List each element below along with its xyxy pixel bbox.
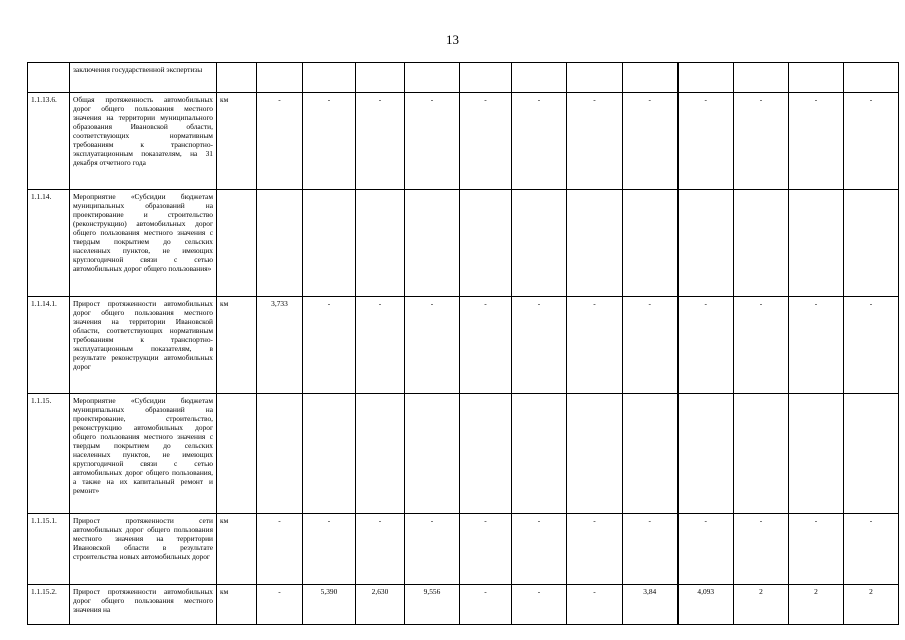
unit-cell: км [217,585,257,625]
value-cell: 2 [734,585,789,625]
table-row [28,514,899,585]
value-cell [460,190,512,297]
value-cell [512,63,567,93]
value-cell: - [405,93,460,190]
value-cell [460,394,512,514]
value-cell [356,63,405,93]
value-cell: - [678,297,734,394]
value-cell: - [567,297,623,394]
value-cell: - [734,297,789,394]
value-cell: - [678,93,734,190]
value-cell: - [356,93,405,190]
value-cell [844,394,899,514]
value-cell: - [460,297,512,394]
value-cell: - [257,93,303,190]
value-cell: - [356,514,405,585]
value-cell: - [405,514,460,585]
value-cell [844,63,899,93]
indicator-name: Общая протяженность автомобильных дорог общего пользования местного значения на территории муниципального образования Ивановской области, соответствующих нормативным требованиям к транспортно-эксплуатационным показателям, на 31 декабря отчетного года [70,93,217,190]
value-cell: - [257,514,303,585]
table-row [28,93,899,190]
value-cell: 3,84 [623,585,678,625]
value-cell [512,394,567,514]
value-cell: - [734,514,789,585]
value-cell [356,190,405,297]
value-cell [567,63,623,93]
value-cell: 3,733 [257,297,303,394]
indicator-name: Мероприятие «Субсидии бюджетам муниципальных образований на проектирование и строительство (реконструкцию) автомобильных дорог общего пользования местного значения с твердым покрытием до сельских населенных пунктов, не имеющих круглогодичной связи с сетью автомобильных дорог общего пользования» [70,190,217,297]
value-cell [678,190,734,297]
table-row [28,394,899,514]
indicator-name: Мероприятие «Субсидии бюджетам муниципальных образований на проектирование, строительство, реконструкцию автомобильных дорог общего пользования местного значения с твердым покрытием до сельских населенных пунктов, не имеющих круглогодичной связи с сетью автомобильных дорог общего пользования, а также на их капитальный ремонт и ремонт» [70,394,217,514]
value-cell [734,63,789,93]
value-cell [678,394,734,514]
value-cell: - [844,297,899,394]
value-cell: - [356,297,405,394]
value-cell: - [678,514,734,585]
row-number: 1.1.15.2. [28,585,70,625]
value-cell [734,394,789,514]
value-cell [405,394,460,514]
row-number: 1.1.15. [28,394,70,514]
value-cell [789,394,844,514]
table-row [28,190,899,297]
value-cell: - [512,93,567,190]
value-cell: - [844,514,899,585]
value-cell [789,63,844,93]
value-cell [303,394,356,514]
table-row [28,63,899,93]
value-cell [460,63,512,93]
unit-cell: км [217,297,257,394]
value-cell: - [512,297,567,394]
value-cell [623,190,678,297]
value-cell [567,394,623,514]
value-cell [567,190,623,297]
value-cell: - [512,585,567,625]
value-cell: - [567,585,623,625]
value-cell: - [623,93,678,190]
indicator-name: Прирост протяженности сети автомобильных дорог общего пользования местного значения на территории Ивановской области в результате строительства новых автомобильных дорог [70,514,217,585]
value-cell: - [789,514,844,585]
value-cell: - [623,297,678,394]
unit-cell [217,394,257,514]
indicator-name: Прирост протяженности автомобильных дорог общего пользования местного значения на [70,585,217,625]
value-cell [303,190,356,297]
value-cell: - [257,585,303,625]
value-cell: 2 [844,585,899,625]
value-cell [734,190,789,297]
value-cell [789,190,844,297]
row-number [28,63,70,93]
value-cell: 5,390 [303,585,356,625]
row-number: 1.1.14.1. [28,297,70,394]
indicator-name: заключения государственной экспертизы [70,63,217,93]
value-cell: - [405,297,460,394]
value-cell [405,63,460,93]
value-cell: - [303,514,356,585]
value-cell: - [789,297,844,394]
unit-cell [217,63,257,93]
value-cell [678,63,734,93]
value-cell [356,394,405,514]
value-cell: - [623,514,678,585]
table-row [28,585,899,625]
value-cell: - [567,93,623,190]
value-cell [623,63,678,93]
value-cell [512,190,567,297]
value-cell: 2,630 [356,585,405,625]
value-cell: 9,556 [405,585,460,625]
value-cell: - [303,297,356,394]
value-cell: - [303,93,356,190]
value-cell: - [460,93,512,190]
value-cell [257,394,303,514]
value-cell [303,63,356,93]
value-cell [844,190,899,297]
value-cell: - [844,93,899,190]
indicator-table [27,62,899,625]
row-number: 1.1.15.1. [28,514,70,585]
indicator-name: Прирост протяженности автомобильных дорог общего пользования местного значения на территории Ивановской области, соответствующих нормативным требованиям к транспортно-эксплуатационным показателям, в результате реконструкции автомобильных дорог [70,297,217,394]
value-cell: - [567,514,623,585]
value-cell: - [460,585,512,625]
value-cell: - [460,514,512,585]
value-cell [405,190,460,297]
unit-cell: км [217,514,257,585]
value-cell [257,190,303,297]
value-cell: 2 [789,585,844,625]
unit-cell [217,190,257,297]
value-cell: - [789,93,844,190]
row-number: 1.1.14. [28,190,70,297]
value-cell: 4,093 [678,585,734,625]
value-cell: - [512,514,567,585]
value-cell [623,394,678,514]
unit-cell: км [217,93,257,190]
page-number: 13 [446,32,459,47]
row-number: 1.1.13.6. [28,93,70,190]
value-cell: - [734,93,789,190]
value-cell [257,63,303,93]
table-row [28,297,899,394]
